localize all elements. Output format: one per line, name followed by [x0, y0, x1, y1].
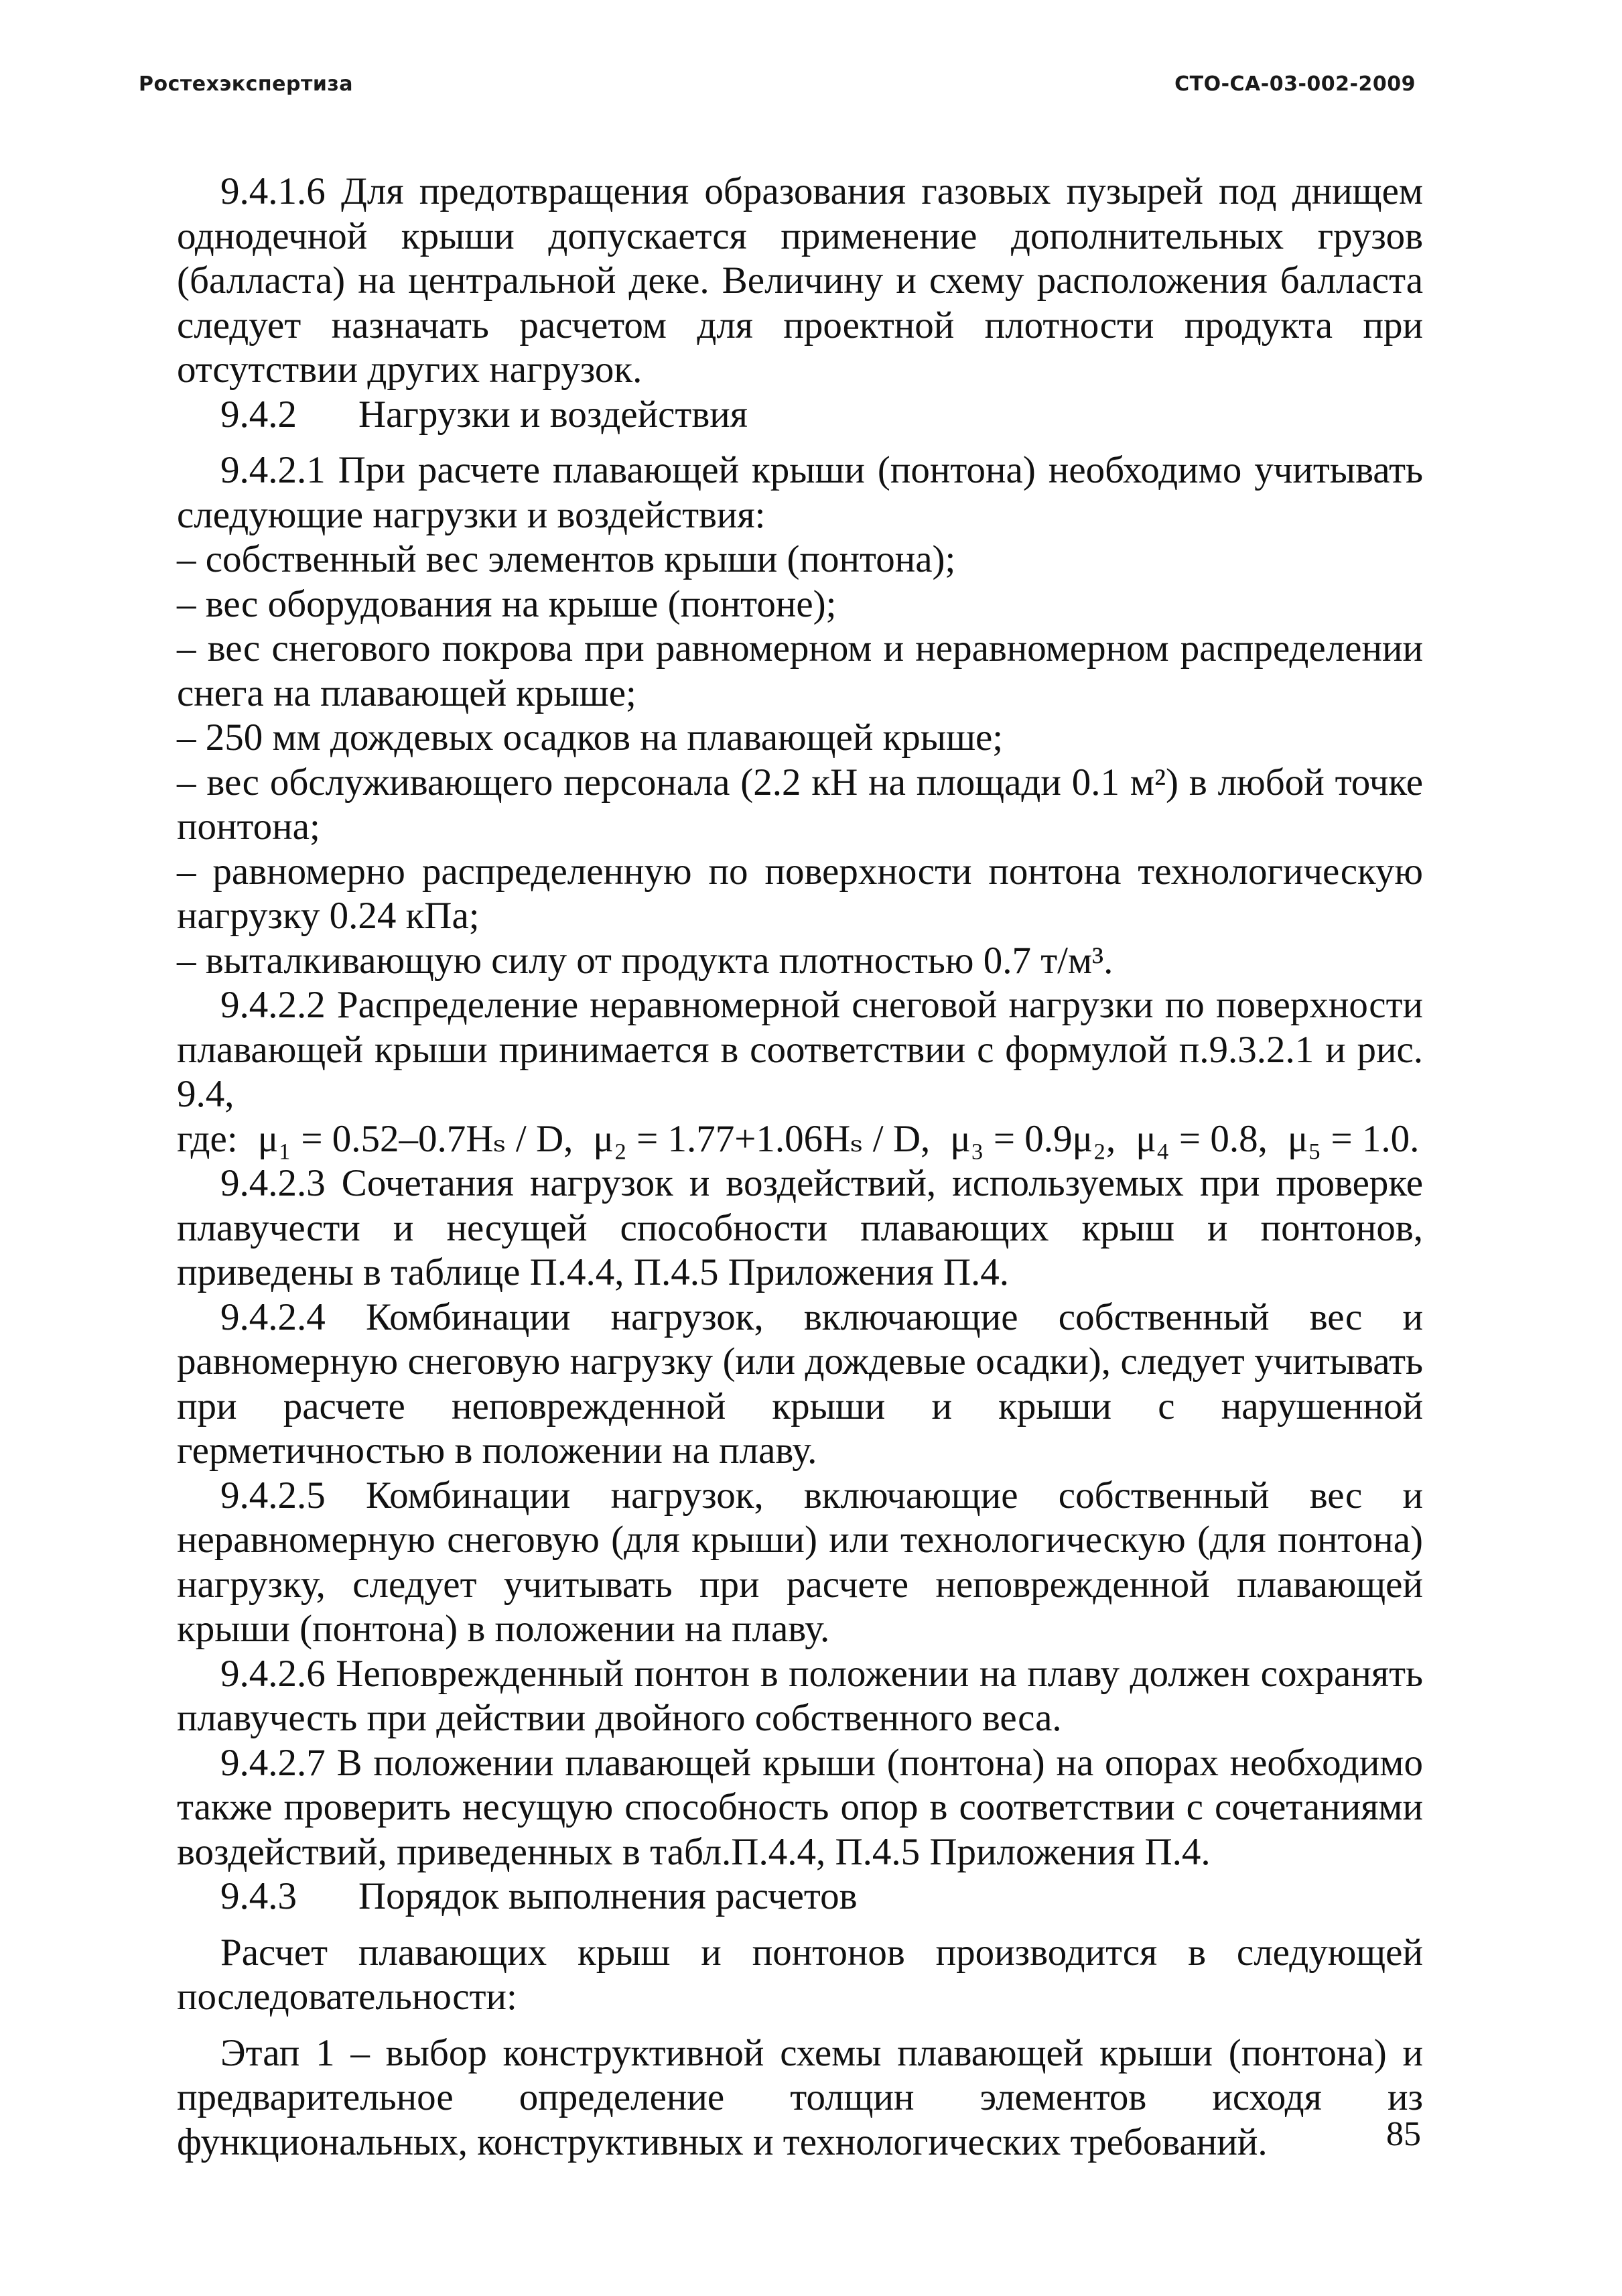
list-item: – равномерно распределенную по поверхности понтона технологическую нагрузку 0.24 кПа;: [177, 850, 1423, 937]
paragraph-9-4-2-6: 9.4.2.6 Неповрежденный понтон в положении на плаву должен сохранять плавучесть при действии двойного собственного веса.: [177, 1652, 1423, 1739]
formula-prefix: где:: [177, 1117, 238, 1160]
paragraph-9-4-2-3: 9.4.2.3 Сочетания нагрузок и воздействий, используемых при проверке плавучести и несущей способности плавающих крыш и понтонов, приведены в таблице П.4.4, П.4.5 Приложения П.4.: [177, 1162, 1423, 1293]
heading-title: Нагрузки и воздействия: [358, 393, 748, 436]
formula-mu2: μ₂ = 1.77+1.06Hₛ / D,: [593, 1117, 931, 1160]
heading-number: 9.4.3: [220, 1875, 297, 1917]
heading-9-4-2: [177, 393, 1423, 438]
page-number: 85: [1386, 2115, 1421, 2153]
paragraph-9-4-2-4: 9.4.2.4 Комбинации нагрузок, включающие собственный вес и равномерную снеговую нагрузку (или дождевые осадки), следует учитывать при расчете неповрежденной крыши и крыши с нарушенной герметичностью в положении на плаву.: [177, 1295, 1423, 1472]
header-standard-code: СТО-СА-03-002-2009: [1174, 72, 1416, 96]
list-item: – выталкивающую силу от продукта плотностью 0.7 т/м³.: [177, 939, 1113, 982]
formula-mu3: μ₃ = 0.9μ₂,: [950, 1117, 1116, 1160]
formula-mu4: μ₄ = 0.8,: [1136, 1117, 1268, 1160]
formula-mu1: μ₁ = 0.52–0.7Hₛ / D,: [257, 1117, 573, 1160]
paragraph-9-4-2-1: 9.4.2.1 При расчете плавающей крыши (понтона) необходимо учитывать следующие нагрузки и воздействия:: [177, 449, 1423, 536]
list-item: – вес оборудования на крыше (понтоне);: [177, 582, 837, 625]
list-item: – вес снегового покрова при равномерном и неравномерном распределении снега на плавающей крыше;: [177, 627, 1423, 714]
list-item: – 250 мм дождевых осадков на плавающей крыше;: [177, 716, 1004, 759]
heading-9-4-3: [177, 1874, 1423, 1919]
list-item: – собственный вес элементов крыши (понтона);: [177, 538, 956, 580]
paragraph-9-4-2-2: 9.4.2.2 Распределение неравномерной снеговой нагрузки по поверхности плавающей крыши принимается в соответствии с формулой п.9.3.2.1 и рис. 9.4,: [177, 984, 1423, 1115]
formula-mu5: μ₅ = 1.0.: [1287, 1117, 1420, 1160]
paragraph-stage-1: Этап 1 – выбор конструктивной схемы плавающей крыши (понтона) и предварительное определение толщин элементов исходя из функциональных, конструктивных и технологических требований.: [177, 2031, 1423, 2163]
paragraph-9-4-1-6: 9.4.1.6 Для предотвращения образования газовых пузырей под днищем однодечной крыши допускается применение дополнительных грузов (балласта) на центральной деке. Величину и схему расположения балласта следует назначать расчетом для проектной плотности продукта при отсутствии других нагрузок.: [177, 170, 1423, 391]
paragraph-9-4-2-7: 9.4.2.7 В положении плавающей крыши (понтона) на опорах необходимо также проверить несущую способность опор в соответствии с сочетаниями воздействий, приведенных в табл.П.4.4, П.4.5 Приложения П.4.: [177, 1741, 1423, 1873]
snow-load-formula: [177, 1117, 1423, 1162]
list-item: – вес обслуживающего персонала (2.2 кН на площади 0.1 м²) в любой точке понтона;: [177, 761, 1423, 848]
document-body: [177, 170, 1423, 2165]
paragraph-9-4-2-5: 9.4.2.5 Комбинации нагрузок, включающие собственный вес и неравномерную снеговую (для крыши) или технологическую (для понтона) нагрузку, следует учитывать при расчете неповрежденной плавающей крыши (понтона) в положении на плаву.: [177, 1474, 1423, 1650]
heading-title: Порядок выполнения расчетов: [358, 1875, 858, 1917]
paragraph-calc-intro: Расчет плавающих крыш и понтонов производится в следующей последовательности:: [177, 1931, 1423, 2018]
heading-number: 9.4.2: [220, 393, 297, 436]
header-organization: Ростехэкспертиза: [139, 72, 354, 96]
